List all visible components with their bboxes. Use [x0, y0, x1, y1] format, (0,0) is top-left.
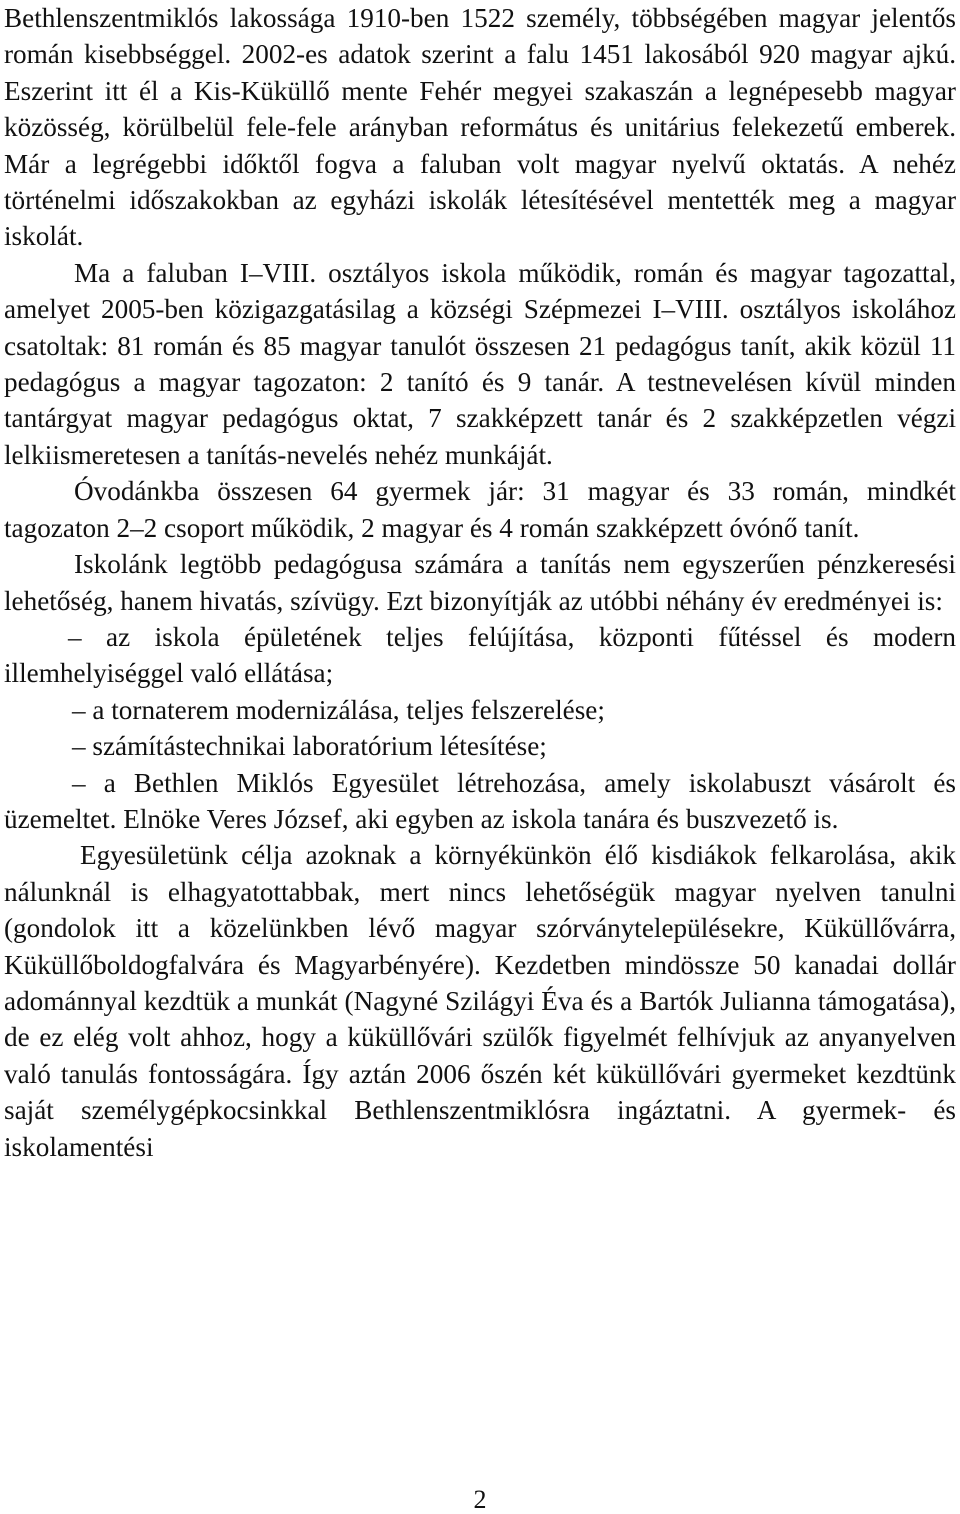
- page-number: 2: [473, 1485, 487, 1514]
- list-item: – számítástechnikai laboratórium létesítése;: [72, 731, 547, 762]
- list-item: – a tornaterem modernizálása, teljes felszerelése;: [72, 694, 605, 725]
- paragraph-population: Bethlenszentmiklós lakossága 1910-ben 1522 személy, többségében magyar jelentős román kisebbséggel. 2002-es adatok szerint a falu 1451 lakosából 920 magyar ajkú. Eszerint itt él a Kis-Küküllő mente Fehér megyei szakaszán a legnépesebb magyar közösség, körülbelül fele-fele arányban református és unitárius felekezetű emberek. Már a legrégebbi időktől fogva a faluban volt magyar nyelvű oktatás. A nehéz történelmi időszakokban az egyházi iskolák létesítésével mentették meg a magyar iskolát.: [4, 3, 956, 252]
- paragraph-association: Egyesületünk célja azoknak a környékünkön élő kisdiákok felkarolása, akik nálunknál is elhagyatottabbak, mert nincs lehetőségük magyar nyelven tanulni (gondolok itt a közelünkben lévő magyar szórványtelepülésekre, Küküllővárra, Küküllőboldogfalvára és Magyarbényére). Kezdetben mindössze 50 kanadai dollár adománnyal kezdtük a munkát (Nagyné Szilágyi Éva és a Bartók Julianna támogatása), de ez elég volt ahhoz, hogy a küküllővári szülők figyelmét felhívjuk az anyanyelven való tanulás fontosságára. Így aztán 2006 őszén két küküllővári gyermeket kezdtünk saját személygépkocsinkkal Bethlenszentmiklósra ingáztatni. A gyermek- és iskolamentési: [4, 840, 956, 1162]
- paragraph-kindergarten: Óvodánkba összesen 64 gyermek jár: 31 magyar és 33 román, mindkét tagozaton 2–2 csoport működik, 2 magyar és 4 román szakképzett óvónő tanít.: [4, 476, 956, 543]
- list-item: – a Bethlen Miklós Egyesület létrehozása, amely iskolabuszt vásárolt és üzemeltet. Elnöke Veres József, aki egyben az iskola tanára és buszvezető is.: [4, 767, 956, 834]
- list-item: – az iskola épületének teljes felújítása, központi fűtéssel és modern illemhelyiséggel való ellátása;: [4, 621, 956, 689]
- paragraph-school: Ma a faluban I–VIII. osztályos iskola működik, román és magyar tagozattal, amelyet 2005-ben közigazgatásilag a községi Szépmezei I–VIII. osztályos iskolához csatoltak: 81 román és 85 magyar tanulót összesen 21 pedagógus tanít, akik közül 11 pedagógus a magyar tagozaton: 2 tanító és 9 tanár. A testnevelésen kívül minden tantárgyat magyar pedagógus oktat, 7 szakképzett tanár és 2 szakképzetlen végzi lelkiismeretesen a tanítás-nevelés nehéz munkáját.: [4, 257, 956, 470]
- paragraph-teachers: Iskolánk legtöbb pedagógusa számára a tanítás nem egyszerűen pénzkeresési lehetőség, hanem hivatás, szívügy. Ezt bizonyítják az utóbbi néhány év eredményei is:: [4, 549, 956, 616]
- achievements-list: [4, 619, 956, 837]
- document-page: [4, 0, 956, 1165]
